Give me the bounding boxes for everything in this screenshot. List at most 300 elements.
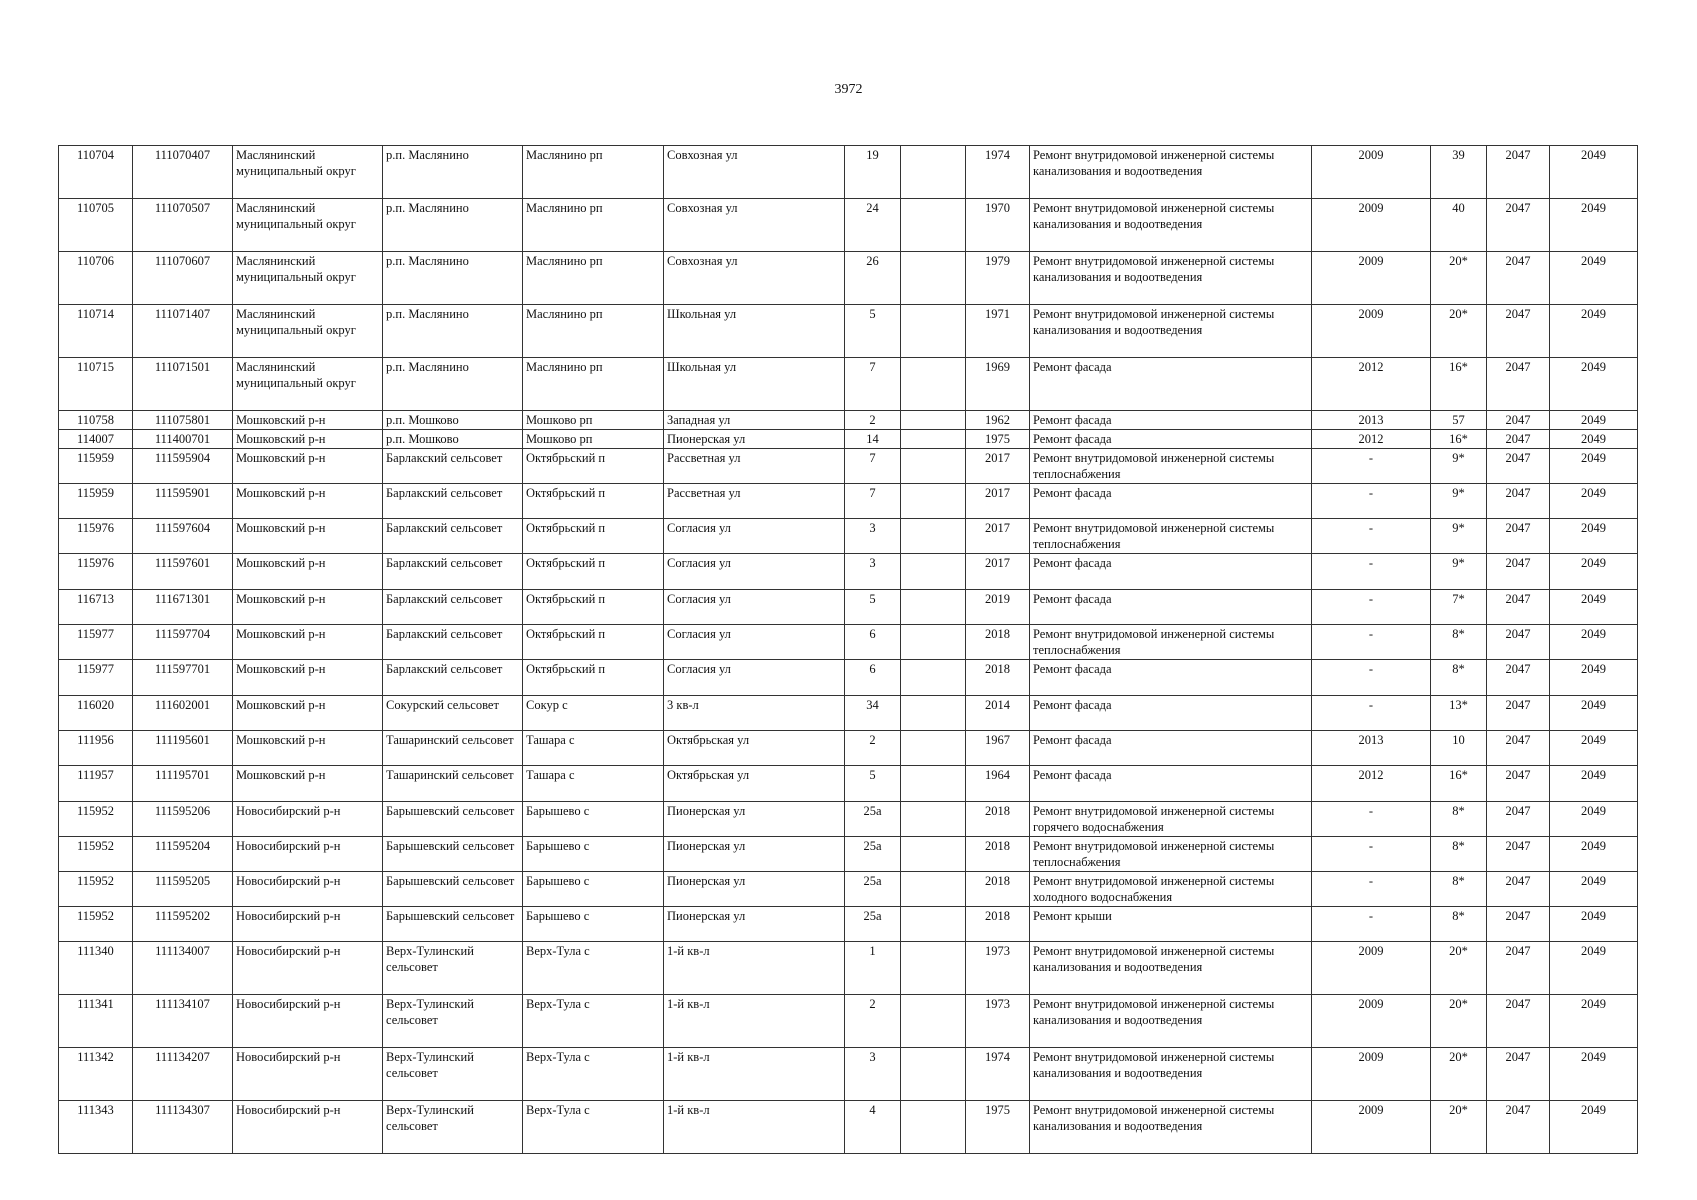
cell-work-type: Ремонт внутридомовой инженерной системы холодного водоснабжения <box>1030 872 1312 907</box>
cell-locality: Маслянино рп <box>523 358 664 411</box>
cell-record-id: 111597704 <box>133 625 233 660</box>
cell-work-type: Ремонт внутридомовой инженерной системы канализования и водоотведения <box>1030 995 1312 1048</box>
cell-start-year: 2047 <box>1487 358 1550 411</box>
cell-building <box>901 802 966 837</box>
cell-end-year: 2049 <box>1550 1048 1638 1101</box>
cell-last-repair-year: - <box>1312 625 1431 660</box>
cell-start-year: 2047 <box>1487 146 1550 199</box>
cell-work-type: Ремонт внутридомовой инженерной системы теплоснабжения <box>1030 519 1312 554</box>
cell-district: Мошковский р-н <box>233 430 383 449</box>
cell-wear-percent: 9* <box>1431 554 1487 590</box>
cell-start-year: 2047 <box>1487 199 1550 252</box>
cell-start-year: 2047 <box>1487 625 1550 660</box>
cell-last-repair-year: - <box>1312 837 1431 872</box>
cell-street: Пионерская ул <box>664 430 845 449</box>
cell-locality: Октябрьский п <box>523 660 664 696</box>
cell-street: Совхозная ул <box>664 199 845 252</box>
table-row <box>59 449 1638 484</box>
cell-house-id: 111340 <box>59 942 133 995</box>
table-row <box>59 837 1638 872</box>
cell-district: Мошковский р-н <box>233 484 383 519</box>
cell-house-id: 111341 <box>59 995 133 1048</box>
cell-locality: Ташара с <box>523 766 664 802</box>
cell-year-built: 2018 <box>966 907 1030 942</box>
cell-house-number: 1 <box>845 942 901 995</box>
cell-wear-percent: 16* <box>1431 430 1487 449</box>
cell-building <box>901 731 966 766</box>
cell-year-built: 2019 <box>966 590 1030 625</box>
cell-building <box>901 199 966 252</box>
cell-work-type: Ремонт фасада <box>1030 731 1312 766</box>
cell-start-year: 2047 <box>1487 837 1550 872</box>
table-row <box>59 660 1638 696</box>
cell-last-repair-year: 2012 <box>1312 430 1431 449</box>
cell-district: Новосибирский р-н <box>233 1048 383 1101</box>
cell-house-id: 110715 <box>59 358 133 411</box>
cell-locality: Ташара с <box>523 731 664 766</box>
cell-start-year: 2047 <box>1487 1101 1550 1154</box>
cell-start-year: 2047 <box>1487 872 1550 907</box>
cell-last-repair-year: - <box>1312 660 1431 696</box>
cell-start-year: 2047 <box>1487 430 1550 449</box>
cell-start-year: 2047 <box>1487 449 1550 484</box>
cell-locality: Верх-Тула с <box>523 1101 664 1154</box>
cell-district: Маслянинский муниципальный округ <box>233 146 383 199</box>
cell-last-repair-year: - <box>1312 519 1431 554</box>
cell-street: Согласия ул <box>664 519 845 554</box>
cell-district: Новосибирский р-н <box>233 995 383 1048</box>
cell-year-built: 1964 <box>966 766 1030 802</box>
cell-building <box>901 942 966 995</box>
cell-settlement: Барышевский сельсовет <box>383 872 523 907</box>
cell-end-year: 2049 <box>1550 411 1638 430</box>
cell-start-year: 2047 <box>1487 696 1550 731</box>
cell-settlement: Барлакский сельсовет <box>383 484 523 519</box>
cell-year-built: 2017 <box>966 554 1030 590</box>
cell-wear-percent: 20* <box>1431 942 1487 995</box>
cell-year-built: 2018 <box>966 625 1030 660</box>
cell-building <box>901 1101 966 1154</box>
cell-house-id: 115952 <box>59 802 133 837</box>
cell-house-number: 25а <box>845 802 901 837</box>
cell-house-number: 2 <box>845 411 901 430</box>
cell-locality: Октябрьский п <box>523 519 664 554</box>
cell-street: 1-й кв-л <box>664 995 845 1048</box>
cell-locality: Барышево с <box>523 837 664 872</box>
cell-district: Мошковский р-н <box>233 449 383 484</box>
cell-building <box>901 519 966 554</box>
cell-wear-percent: 10 <box>1431 731 1487 766</box>
cell-building <box>901 358 966 411</box>
cell-last-repair-year: - <box>1312 449 1431 484</box>
cell-last-repair-year: 2013 <box>1312 731 1431 766</box>
cell-end-year: 2049 <box>1550 146 1638 199</box>
cell-record-id: 111071501 <box>133 358 233 411</box>
cell-house-number: 5 <box>845 590 901 625</box>
cell-district: Новосибирский р-н <box>233 802 383 837</box>
cell-last-repair-year: 2009 <box>1312 305 1431 358</box>
cell-work-type: Ремонт внутридомовой инженерной системы теплоснабжения <box>1030 625 1312 660</box>
cell-year-built: 2018 <box>966 872 1030 907</box>
cell-building <box>901 660 966 696</box>
cell-year-built: 2017 <box>966 484 1030 519</box>
cell-street: Пионерская ул <box>664 907 845 942</box>
cell-locality: Маслянино рп <box>523 199 664 252</box>
cell-house-number: 3 <box>845 519 901 554</box>
cell-wear-percent: 9* <box>1431 484 1487 519</box>
cell-building <box>901 411 966 430</box>
cell-record-id: 111134107 <box>133 995 233 1048</box>
cell-locality: Октябрьский п <box>523 625 664 660</box>
cell-house-id: 111342 <box>59 1048 133 1101</box>
cell-wear-percent: 16* <box>1431 358 1487 411</box>
cell-district: Маслянинский муниципальный округ <box>233 358 383 411</box>
cell-last-repair-year: 2012 <box>1312 358 1431 411</box>
cell-year-built: 2017 <box>966 519 1030 554</box>
cell-street: Рассветная ул <box>664 484 845 519</box>
cell-building <box>901 837 966 872</box>
cell-start-year: 2047 <box>1487 519 1550 554</box>
cell-record-id: 111195601 <box>133 731 233 766</box>
cell-work-type: Ремонт внутридомовой инженерной системы канализования и водоотведения <box>1030 305 1312 358</box>
cell-year-built: 2018 <box>966 660 1030 696</box>
cell-settlement: Барлакский сельсовет <box>383 449 523 484</box>
cell-house-number: 26 <box>845 252 901 305</box>
cell-wear-percent: 20* <box>1431 305 1487 358</box>
cell-last-repair-year: - <box>1312 907 1431 942</box>
cell-record-id: 111070407 <box>133 146 233 199</box>
cell-street: 1-й кв-л <box>664 1101 845 1154</box>
cell-start-year: 2047 <box>1487 411 1550 430</box>
cell-street: Школьная ул <box>664 305 845 358</box>
table-row <box>59 554 1638 590</box>
cell-house-id: 116020 <box>59 696 133 731</box>
cell-wear-percent: 8* <box>1431 802 1487 837</box>
cell-record-id: 111595202 <box>133 907 233 942</box>
cell-record-id: 111597701 <box>133 660 233 696</box>
cell-end-year: 2049 <box>1550 305 1638 358</box>
cell-record-id: 111070607 <box>133 252 233 305</box>
cell-year-built: 1973 <box>966 995 1030 1048</box>
table-row <box>59 907 1638 942</box>
cell-end-year: 2049 <box>1550 696 1638 731</box>
cell-end-year: 2049 <box>1550 199 1638 252</box>
cell-locality: Барышево с <box>523 802 664 837</box>
cell-last-repair-year: 2009 <box>1312 942 1431 995</box>
cell-year-built: 1973 <box>966 942 1030 995</box>
cell-house-number: 2 <box>845 731 901 766</box>
cell-work-type: Ремонт фасада <box>1030 590 1312 625</box>
cell-work-type: Ремонт внутридомовой инженерной системы канализования и водоотведения <box>1030 1048 1312 1101</box>
cell-settlement: Барлакский сельсовет <box>383 554 523 590</box>
cell-work-type: Ремонт внутридомовой инженерной системы канализования и водоотведения <box>1030 252 1312 305</box>
cell-house-number: 3 <box>845 554 901 590</box>
cell-house-number: 34 <box>845 696 901 731</box>
cell-last-repair-year: - <box>1312 696 1431 731</box>
cell-house-id: 111343 <box>59 1101 133 1154</box>
cell-end-year: 2049 <box>1550 660 1638 696</box>
cell-building <box>901 146 966 199</box>
cell-house-id: 115959 <box>59 484 133 519</box>
cell-work-type: Ремонт фасада <box>1030 660 1312 696</box>
table-row <box>59 519 1638 554</box>
cell-end-year: 2049 <box>1550 625 1638 660</box>
cell-work-type: Ремонт фасада <box>1030 766 1312 802</box>
cell-start-year: 2047 <box>1487 305 1550 358</box>
cell-year-built: 1970 <box>966 199 1030 252</box>
cell-house-number: 4 <box>845 1101 901 1154</box>
cell-house-id: 115976 <box>59 554 133 590</box>
cell-end-year: 2049 <box>1550 837 1638 872</box>
cell-district: Новосибирский р-н <box>233 872 383 907</box>
cell-house-number: 25а <box>845 907 901 942</box>
cell-building <box>901 907 966 942</box>
cell-end-year: 2049 <box>1550 449 1638 484</box>
cell-locality: Барышево с <box>523 907 664 942</box>
cell-end-year: 2049 <box>1550 766 1638 802</box>
cell-locality: Маслянино рп <box>523 146 664 199</box>
cell-settlement: Барлакский сельсовет <box>383 519 523 554</box>
cell-year-built: 2014 <box>966 696 1030 731</box>
table-row <box>59 766 1638 802</box>
cell-settlement: Ташаринский сельсовет <box>383 766 523 802</box>
cell-record-id: 111602001 <box>133 696 233 731</box>
cell-building <box>901 590 966 625</box>
cell-locality: Октябрьский п <box>523 484 664 519</box>
cell-year-built: 1974 <box>966 146 1030 199</box>
cell-work-type: Ремонт внутридомовой инженерной системы канализования и водоотведения <box>1030 199 1312 252</box>
cell-start-year: 2047 <box>1487 766 1550 802</box>
table-row <box>59 484 1638 519</box>
cell-house-number: 25а <box>845 837 901 872</box>
cell-work-type: Ремонт внутридомовой инженерной системы канализования и водоотведения <box>1030 1101 1312 1154</box>
cell-record-id: 111400701 <box>133 430 233 449</box>
cell-street: Школьная ул <box>664 358 845 411</box>
cell-street: Пионерская ул <box>664 837 845 872</box>
cell-start-year: 2047 <box>1487 252 1550 305</box>
cell-settlement: Верх-Тулинский сельсовет <box>383 1101 523 1154</box>
cell-wear-percent: 16* <box>1431 766 1487 802</box>
cell-record-id: 111595904 <box>133 449 233 484</box>
cell-district: Мошковский р-н <box>233 766 383 802</box>
cell-record-id: 111671301 <box>133 590 233 625</box>
cell-district: Маслянинский муниципальный округ <box>233 252 383 305</box>
cell-wear-percent: 40 <box>1431 199 1487 252</box>
cell-work-type: Ремонт крыши <box>1030 907 1312 942</box>
cell-street: Октябрьская ул <box>664 731 845 766</box>
cell-building <box>901 252 966 305</box>
cell-settlement: Барышевский сельсовет <box>383 907 523 942</box>
table-row <box>59 430 1638 449</box>
cell-house-id: 110714 <box>59 305 133 358</box>
cell-district: Мошковский р-н <box>233 519 383 554</box>
table-row <box>59 146 1638 199</box>
cell-work-type: Ремонт фасада <box>1030 358 1312 411</box>
cell-building <box>901 554 966 590</box>
cell-settlement: Верх-Тулинский сельсовет <box>383 995 523 1048</box>
cell-record-id: 111134207 <box>133 1048 233 1101</box>
cell-wear-percent: 9* <box>1431 449 1487 484</box>
cell-settlement: Барлакский сельсовет <box>383 625 523 660</box>
cell-house-id: 110704 <box>59 146 133 199</box>
table-row <box>59 696 1638 731</box>
cell-settlement: Барлакский сельсовет <box>383 660 523 696</box>
cell-last-repair-year: 2012 <box>1312 766 1431 802</box>
table-row <box>59 625 1638 660</box>
cell-record-id: 111595206 <box>133 802 233 837</box>
cell-street: 1-й кв-л <box>664 942 845 995</box>
cell-locality: Маслянино рп <box>523 252 664 305</box>
cell-wear-percent: 20* <box>1431 252 1487 305</box>
cell-start-year: 2047 <box>1487 802 1550 837</box>
cell-record-id: 111595205 <box>133 872 233 907</box>
cell-last-repair-year: 2009 <box>1312 995 1431 1048</box>
cell-last-repair-year: - <box>1312 802 1431 837</box>
cell-end-year: 2049 <box>1550 1101 1638 1154</box>
cell-settlement: Барышевский сельсовет <box>383 837 523 872</box>
cell-end-year: 2049 <box>1550 484 1638 519</box>
cell-year-built: 2018 <box>966 837 1030 872</box>
cell-street: Западная ул <box>664 411 845 430</box>
cell-end-year: 2049 <box>1550 519 1638 554</box>
cell-work-type: Ремонт фасада <box>1030 484 1312 519</box>
cell-house-id: 116713 <box>59 590 133 625</box>
cell-building <box>901 995 966 1048</box>
cell-record-id: 111597604 <box>133 519 233 554</box>
cell-house-id: 115977 <box>59 660 133 696</box>
cell-house-id: 115977 <box>59 625 133 660</box>
cell-house-number: 7 <box>845 358 901 411</box>
cell-district: Новосибирский р-н <box>233 942 383 995</box>
cell-house-number: 3 <box>845 1048 901 1101</box>
cell-locality: Верх-Тула с <box>523 1048 664 1101</box>
cell-start-year: 2047 <box>1487 907 1550 942</box>
table-row <box>59 872 1638 907</box>
cell-district: Мошковский р-н <box>233 590 383 625</box>
cell-house-number: 6 <box>845 625 901 660</box>
cell-last-repair-year: 2009 <box>1312 199 1431 252</box>
cell-end-year: 2049 <box>1550 907 1638 942</box>
cell-year-built: 2018 <box>966 802 1030 837</box>
cell-wear-percent: 8* <box>1431 837 1487 872</box>
cell-work-type: Ремонт внутридомовой инженерной системы теплоснабжения <box>1030 837 1312 872</box>
cell-street: 3 кв-л <box>664 696 845 731</box>
cell-street: Пионерская ул <box>664 872 845 907</box>
cell-last-repair-year: 2009 <box>1312 146 1431 199</box>
cell-record-id: 111070507 <box>133 199 233 252</box>
cell-house-number: 24 <box>845 199 901 252</box>
table-row <box>59 411 1638 430</box>
cell-district: Мошковский р-н <box>233 660 383 696</box>
cell-house-id: 110706 <box>59 252 133 305</box>
cell-start-year: 2047 <box>1487 554 1550 590</box>
table-row <box>59 731 1638 766</box>
cell-settlement: Барышевский сельсовет <box>383 802 523 837</box>
cell-house-id: 115959 <box>59 449 133 484</box>
table-row <box>59 1101 1638 1154</box>
cell-house-id: 115976 <box>59 519 133 554</box>
cell-street: Октябрьская ул <box>664 766 845 802</box>
table-row <box>59 802 1638 837</box>
cell-wear-percent: 8* <box>1431 625 1487 660</box>
cell-record-id: 111071407 <box>133 305 233 358</box>
cell-last-repair-year: - <box>1312 872 1431 907</box>
cell-record-id: 111075801 <box>133 411 233 430</box>
cell-district: Новосибирский р-н <box>233 1101 383 1154</box>
cell-record-id: 111134007 <box>133 942 233 995</box>
cell-year-built: 1975 <box>966 1101 1030 1154</box>
cell-settlement: р.п. Мошково <box>383 411 523 430</box>
cell-street: Рассветная ул <box>664 449 845 484</box>
cell-district: Мошковский р-н <box>233 554 383 590</box>
cell-record-id: 111134307 <box>133 1101 233 1154</box>
cell-house-id: 110705 <box>59 199 133 252</box>
cell-building <box>901 1048 966 1101</box>
cell-start-year: 2047 <box>1487 995 1550 1048</box>
cell-district: Новосибирский р-н <box>233 837 383 872</box>
cell-building <box>901 625 966 660</box>
cell-last-repair-year: - <box>1312 590 1431 625</box>
page-number: 3972 <box>834 82 863 97</box>
cell-start-year: 2047 <box>1487 1048 1550 1101</box>
cell-building <box>901 766 966 802</box>
cell-work-type: Ремонт внутридомовой инженерной системы теплоснабжения <box>1030 449 1312 484</box>
cell-wear-percent: 20* <box>1431 995 1487 1048</box>
cell-settlement: Верх-Тулинский сельсовет <box>383 1048 523 1101</box>
cell-record-id: 111595204 <box>133 837 233 872</box>
cell-building <box>901 696 966 731</box>
cell-house-number: 5 <box>845 305 901 358</box>
cell-work-type: Ремонт фасада <box>1030 411 1312 430</box>
cell-year-built: 1971 <box>966 305 1030 358</box>
cell-house-number: 6 <box>845 660 901 696</box>
cell-end-year: 2049 <box>1550 802 1638 837</box>
cell-start-year: 2047 <box>1487 660 1550 696</box>
cell-house-id: 111957 <box>59 766 133 802</box>
cell-wear-percent: 20* <box>1431 1101 1487 1154</box>
cell-work-type: Ремонт внутридомовой инженерной системы канализования и водоотведения <box>1030 146 1312 199</box>
cell-district: Мошковский р-н <box>233 731 383 766</box>
cell-street: Совхозная ул <box>664 252 845 305</box>
cell-street: Согласия ул <box>664 590 845 625</box>
table-body <box>59 146 1638 1154</box>
cell-house-number: 7 <box>845 449 901 484</box>
cell-start-year: 2047 <box>1487 484 1550 519</box>
cell-house-id: 114007 <box>59 430 133 449</box>
cell-street: 1-й кв-л <box>664 1048 845 1101</box>
cell-year-built: 1967 <box>966 731 1030 766</box>
cell-last-repair-year: 2009 <box>1312 252 1431 305</box>
cell-house-id: 111956 <box>59 731 133 766</box>
cell-record-id: 111597601 <box>133 554 233 590</box>
cell-house-id: 115952 <box>59 907 133 942</box>
cell-settlement: Ташаринский сельсовет <box>383 731 523 766</box>
cell-wear-percent: 13* <box>1431 696 1487 731</box>
cell-house-id: 110758 <box>59 411 133 430</box>
cell-locality: Октябрьский п <box>523 590 664 625</box>
cell-house-id: 115952 <box>59 837 133 872</box>
table-row <box>59 590 1638 625</box>
cell-district: Новосибирский р-н <box>233 907 383 942</box>
cell-end-year: 2049 <box>1550 430 1638 449</box>
table-row <box>59 942 1638 995</box>
cell-year-built: 2017 <box>966 449 1030 484</box>
cell-wear-percent: 20* <box>1431 1048 1487 1101</box>
cell-start-year: 2047 <box>1487 942 1550 995</box>
cell-locality: Октябрьский п <box>523 449 664 484</box>
cell-wear-percent: 7* <box>1431 590 1487 625</box>
cell-year-built: 1969 <box>966 358 1030 411</box>
